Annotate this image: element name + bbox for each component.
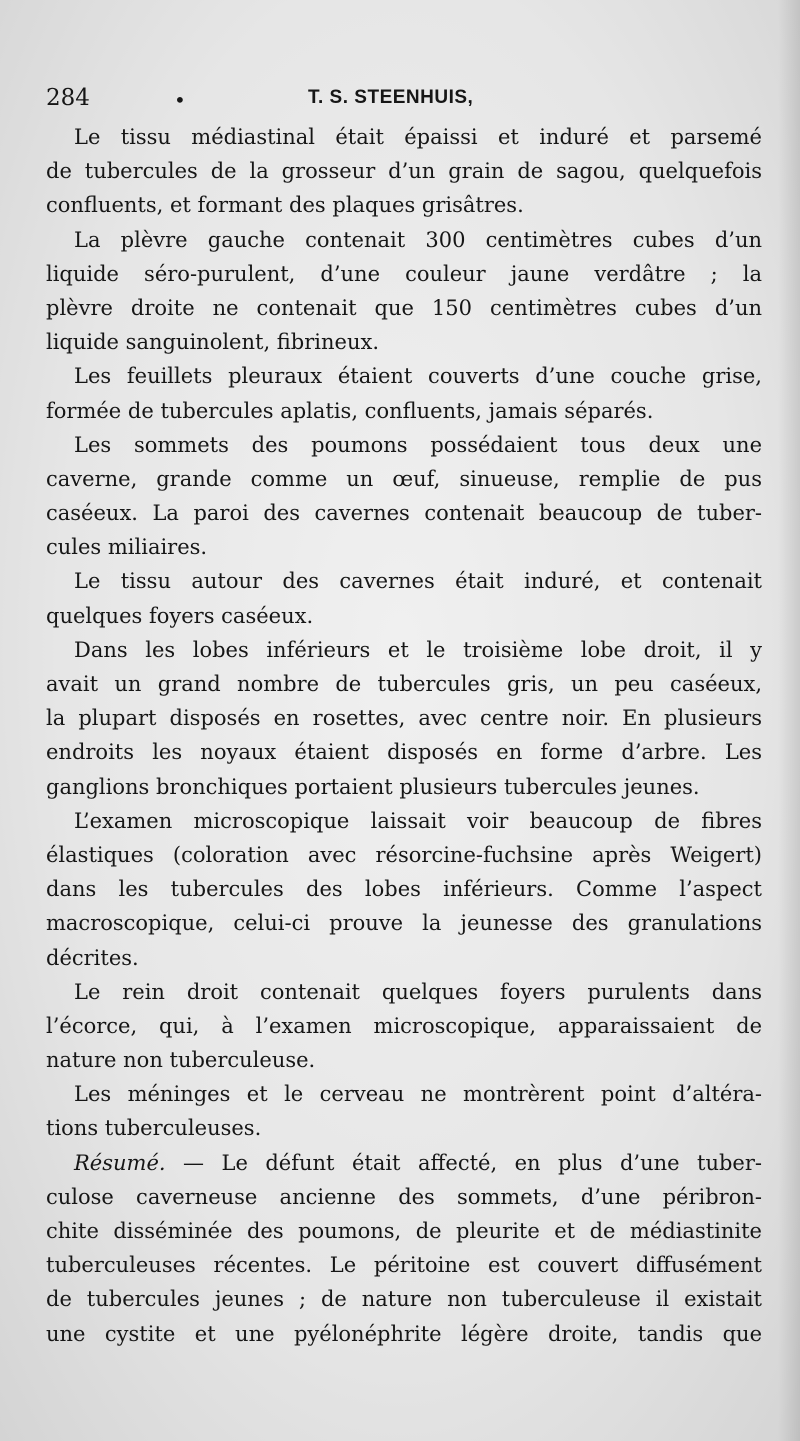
text-line-content: chite disséminée des poumons, de pleurite et de médiastinite	[46, 1219, 762, 1243]
resume-label: Résumé.	[74, 1150, 166, 1175]
text-line-content: — Le défunt était affecté, en plus d’une tuber-	[165, 1150, 762, 1175]
text-line-content: plèvre droite ne contenait que 150 centimètres cubes d’un	[46, 295, 762, 320]
text-line	[46, 872, 762, 906]
text-line	[46, 1248, 762, 1282]
text-line	[46, 770, 762, 804]
text-line	[46, 1043, 762, 1077]
text-line	[46, 599, 762, 633]
text-line-content: caséeux. La paroi des cavernes contenait beaucoup de tuber-	[46, 501, 762, 526]
text-line-content: Le rein droit contenait quelques foyers purulents dans	[74, 979, 762, 1004]
text-line	[46, 223, 762, 257]
text-line-content: avait un grand nombre de tubercules gris, un peu caséeux,	[46, 672, 762, 696]
text-line	[46, 633, 762, 667]
text-line	[46, 188, 762, 222]
text-line	[46, 120, 762, 154]
text-line-content: nature non tuberculeuse.	[46, 1048, 316, 1073]
text-line	[46, 1282, 762, 1316]
text-line-content: tions tuberculeuses.	[46, 1116, 262, 1141]
text-line	[46, 906, 762, 940]
header-dot-mark: •	[174, 88, 186, 112]
text-line	[46, 291, 762, 325]
text-line-content: formée de tubercules aplatis, confluents, jamais séparés.	[46, 398, 654, 423]
text-line-content: tuberculeuses récentes. Le péritoine est couvert diffusément	[46, 1253, 762, 1278]
text-line-content: liquide séro-purulent, d’une couleur jaune verdâtre ; la	[46, 261, 762, 286]
text-line-content: Les méninges et le cerveau ne montrèrent point d’altéra-	[74, 1082, 762, 1107]
text-line	[46, 838, 762, 872]
text-line-content: l’écorce, qui, à l’examen microscopique, apparaissaient de	[46, 1013, 762, 1038]
text-line	[46, 975, 762, 1009]
text-line-content: Le tissu autour des cavernes était induré, et contenait	[74, 569, 762, 594]
text-line-content: Dans les lobes inférieurs et le troisième lobe droit, il y	[74, 637, 762, 662]
text-line-content: La plèvre gauche contenait 300 centimètres cubes d’un	[74, 227, 762, 252]
text-line-content: de tubercules de la grosseur d’un grain de sagou, quelquefois	[46, 159, 762, 184]
text-line	[46, 462, 762, 496]
text-line	[46, 1317, 762, 1351]
text-line	[46, 1009, 762, 1043]
text-line-content: culose caverneuse ancienne des sommets, d’une péribron-	[46, 1184, 762, 1209]
text-line	[46, 564, 762, 598]
page-edge-shadow	[778, 0, 800, 1441]
text-line-content: Les sommets des poumons possédaient tous deux une	[74, 432, 762, 457]
text-line-content: ganglions bronchiques portaient plusieurs tubercules jeunes.	[46, 774, 700, 799]
text-line	[46, 359, 762, 393]
text-line	[46, 257, 762, 291]
text-line	[46, 394, 762, 428]
text-line-content: caverne, grande comme un œuf, sinueuse, remplie de pus	[46, 466, 762, 491]
text-line	[46, 325, 762, 359]
text-line-content: quelques foyers caséeux.	[46, 603, 314, 628]
text-line	[46, 1180, 762, 1214]
text-line-content: liquide sanguinolent, fibrineux.	[46, 330, 379, 355]
text-line-content: confluents, et formant des plaques grisâtres.	[46, 193, 524, 218]
running-head-author: T. S. STEENHUIS,	[308, 87, 474, 108]
text-line	[46, 530, 762, 564]
text-line	[46, 1146, 762, 1180]
text-line	[46, 428, 762, 462]
text-line-content: endroits les noyaux étaient disposés en forme d’arbre. Les	[46, 740, 762, 765]
text-line	[46, 1111, 762, 1145]
text-line	[46, 735, 762, 769]
text-line	[46, 701, 762, 735]
text-line	[46, 667, 762, 701]
text-line-content: élastiques (coloration avec résorcine-fuchsine après Weigert)	[46, 842, 762, 867]
text-line-content: une cystite et une pyélonéphrite légère droite, tandis que	[46, 1321, 762, 1346]
text-line	[46, 804, 762, 838]
text-line	[46, 154, 762, 188]
text-line-content: la plupart disposés en rosettes, avec centre noir. En plusieurs	[46, 706, 762, 731]
text-line-content: macroscopique, celui-ci prouve la jeunesse des granulations	[46, 911, 762, 936]
page-number: 284	[46, 85, 90, 111]
text-line	[46, 496, 762, 530]
body-text	[46, 120, 762, 1351]
text-line-content: Les feuillets pleuraux étaient couverts d’une couche grise,	[74, 364, 762, 389]
page-header	[46, 80, 762, 116]
text-line-content: décrites.	[46, 945, 139, 970]
text-line	[46, 1214, 762, 1248]
text-line-content: dans les tubercules des lobes inférieurs. Comme l’aspect	[46, 877, 762, 902]
text-line-content: cules miliaires.	[46, 535, 208, 560]
text-line-content: Le tissu médiastinal était épaissi et induré et parsemé	[74, 125, 762, 149]
text-line-content: de tubercules jeunes ; de nature non tuberculeuse il existait	[46, 1287, 762, 1312]
text-line	[46, 941, 762, 975]
text-line	[46, 1077, 762, 1111]
text-line-content: L’examen microscopique laissait voir beaucoup de fibres	[74, 808, 762, 833]
